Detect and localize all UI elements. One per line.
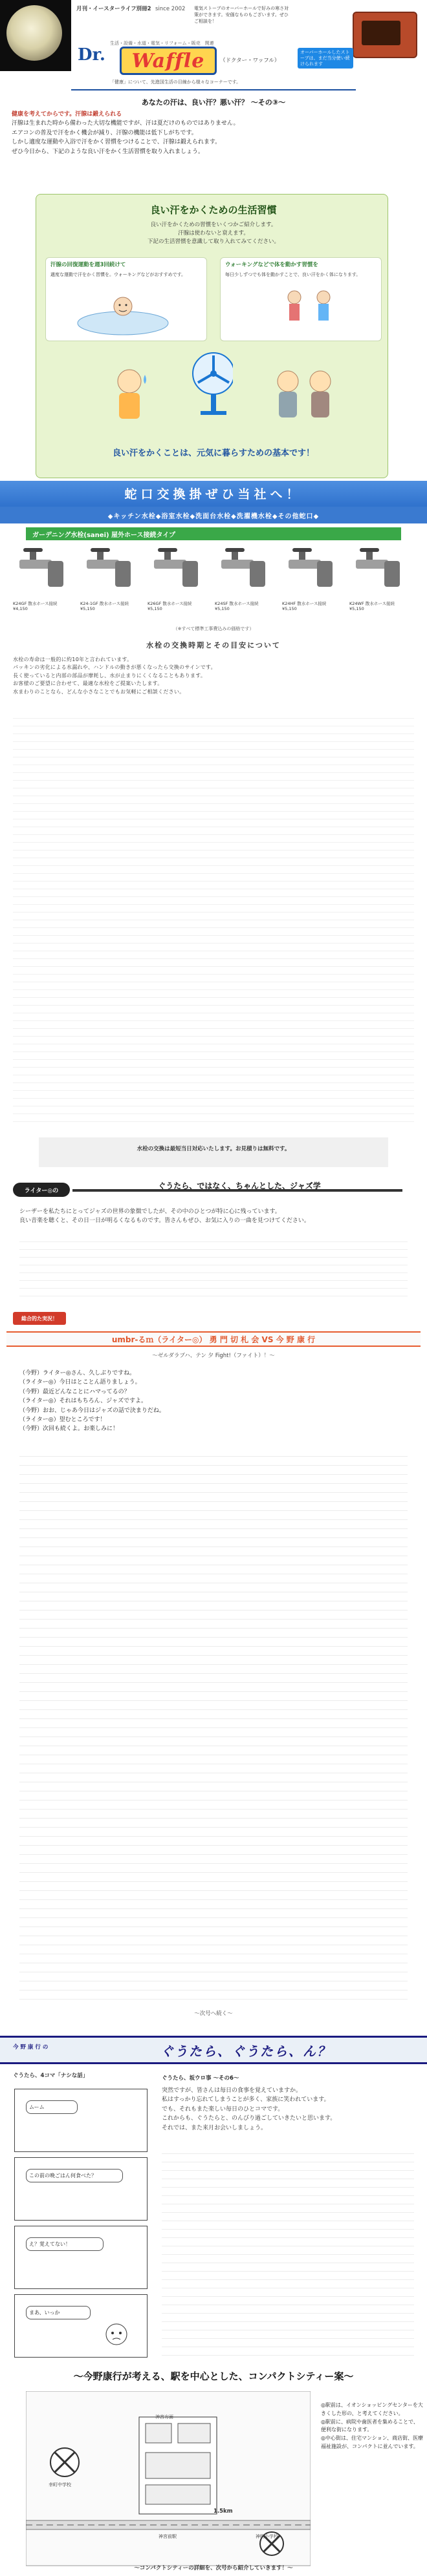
habit-title: 良い汗をかくための生活習慣: [150, 204, 277, 216]
manga-bubble-1: ムーム: [26, 2100, 78, 2114]
column-line: それでは、また来月お会いしましょう。: [162, 2124, 267, 2131]
dialogue-text-block: [19, 1448, 408, 2003]
faucet-item: [13, 547, 78, 612]
walking-people-icon: [272, 284, 349, 336]
compact-note-line: ◎中心街は、住宅マンション、商店街、医療福祉施設が、コンパクトに並んでいます。: [321, 2435, 423, 2449]
manga-bubble-2: この前の晩ごはん何食べた？: [26, 2169, 123, 2182]
faucet-name: K26GF 散水ホース接続: [148, 601, 192, 606]
faucet-price: ¥5,150: [215, 606, 230, 612]
faucet-icon: [282, 547, 340, 598]
map-label-shinmachi: 神宮方面: [155, 2414, 173, 2420]
dialogue-line: （今野）次回も続くよ。お楽しみに！: [19, 1426, 119, 1433]
dialogue-line: （ライター◎）それはもちろん、ジャズですよ。: [19, 1398, 147, 1405]
writer-line: シーザーを私たちにとってジャズの世界の象徴でしたが、その中のひとつが特に心に残っています。: [19, 1209, 281, 1215]
fan-icon: [188, 349, 233, 420]
faucet-price: ¥5,150: [80, 606, 95, 612]
faucet-name: K24GF 散水ホース接続: [13, 601, 58, 606]
map-label-station: 神宮前駅: [159, 2534, 177, 2539]
dialogue-line: （今野）最近どんなことにハマってるの？: [19, 1388, 130, 1395]
faucet-price: ¥5,150: [349, 606, 364, 612]
faucet-note: （※すべて標準工事費込みの価格です）: [173, 626, 254, 631]
round-subtitle: ～ゼルダラブハ、テン 夕 Fight!（ファイト）！～: [152, 1353, 275, 1359]
round-dialogue: [19, 1369, 408, 1434]
faucet-ticker: ◆キッチン水栓◆浴室水栓◆洗面台水栓◆洗濯機水栓◆その他蛇口◆: [107, 513, 320, 520]
faucet-body-line: 水栓の寿命は一般的に約10年と言われています。: [13, 657, 133, 662]
faucet-price: ¥5,150: [148, 606, 162, 612]
faucet-name: K24HF 散水ホース接続: [282, 601, 327, 606]
compact-note-line: ◎駅前に、病院や歯医者を集めることで、便利な街になります。: [321, 2418, 419, 2433]
moon-icon: [6, 5, 62, 61]
compact-footer: ～コンパクトシティーの詳細を、次号から紹介していきます！～: [134, 2565, 293, 2571]
dialogue-line: （今野）ライター◎さん、久しぶりですね。: [19, 1370, 136, 1377]
dialogue-line: （今野）おお、じゃあ今日はジャズの話で決まりだね。: [19, 1407, 165, 1414]
stove-window: [362, 21, 400, 45]
dialogue-line: （ライター◎）望むところです！: [19, 1416, 106, 1423]
bath-person-icon: [71, 284, 175, 336]
dialogue-line: （ライター◎）今日はとことん語りましょう。: [19, 1379, 141, 1386]
manga-title: ぐうたら、4コマ「ナシな話」: [13, 2073, 89, 2079]
column-line: これからも、ぐうたらと、のんびり過ごしていきたいと思います。: [162, 2115, 336, 2122]
compact-note: [317, 2398, 427, 2527]
faucet-item: [80, 547, 145, 612]
lead-body: [12, 110, 413, 156]
child-sweat-icon: [91, 362, 168, 427]
habit-intro-line: 汗腺は使わないと衰えます。: [178, 230, 249, 237]
manga-bubble-4: まあ、いっか: [26, 2306, 91, 2319]
faucet-body-line: 長く使っていると内部の部品が摩耗し、水が止まりにくくなることもあります。: [13, 672, 206, 679]
column-text-block: [162, 2146, 414, 2359]
tip1-body: 適度な運動で汗をかく習慣を。ウォーキングなどがおすすめです。: [50, 272, 186, 277]
konno-band-label: 今 野 康 行 の: [13, 2044, 49, 2051]
faucet-icon: [13, 547, 71, 598]
habit-intro: [52, 221, 375, 247]
tagline-top: 生活・設備・水道・電気・リフォーム・販売 関連: [110, 41, 214, 46]
habit-intro-line: 良い汗をかくための習慣をいくつかご紹介します。: [150, 222, 277, 228]
faucet-icon: [80, 547, 138, 598]
faucet-body-line: パッキンの劣化による水漏れや、ハンドルの動きが悪くなったら交換のサインです。: [13, 664, 216, 671]
column-line: 突然ですが、皆さんは毎日の食事を覚えていますか。: [162, 2087, 302, 2094]
map-label-south: 幸町中学校: [49, 2482, 71, 2487]
stove-note: 電気ストーブのオーバーホールで好みの寒さ対策ができます。安価なものもございます。ぜひご相談を！: [194, 6, 289, 25]
lead-line: 健康を考えてからです。汗腺は鍛えられる: [12, 111, 122, 118]
elderly-couple-icon: [259, 362, 349, 427]
manga-panel-3: [14, 2226, 148, 2289]
writer-text-block: [19, 1234, 408, 1299]
faucet-banner-title: 蛇口交換掛ぜひ当社へ！: [124, 487, 303, 501]
lead-line: 汗腺は生まれた時から備わった大切な機能ですが、汗は夏だけのものではありません。: [12, 120, 239, 127]
faucet-item: [282, 547, 347, 612]
compact-note-line: ◎駅前は、イオンショッピングセンターを大きくした形の、と考えてください。: [321, 2402, 423, 2416]
faucet-name: K24-1GF 散水ホース接続: [80, 601, 129, 606]
manga-panel-1: [14, 2089, 148, 2152]
manga-bubble-3: え？覚えてない！: [26, 2237, 104, 2251]
gardening-strip: ガーデニング水栓(sanei) 屋外ホース接続タイプ: [26, 527, 401, 540]
logo-dr: Dr.: [78, 45, 105, 65]
konno-column-title: ぐうたら、坂ウロ事 ～その6～: [162, 2075, 239, 2082]
faucet-icon: [148, 547, 206, 598]
konno-column-body: [162, 2086, 414, 2133]
faucet-name: K24WF 散水ホース接続: [349, 601, 395, 606]
writer-title: ぐうたら、ではなく、ちゃんとした、ジャズ学: [158, 1181, 321, 1190]
tip1-title: 汗腺の回復運動を週3回続けて: [50, 262, 126, 268]
manga-panel-2: [14, 2157, 148, 2221]
tip2-title: ウォーキングなどで体を動かす習慣を: [225, 262, 318, 268]
round-end: ～次号へ続く～: [194, 2011, 233, 2017]
since-label: since 2002: [155, 6, 186, 12]
logo-reading: （ドクター・ワッフル）: [220, 58, 280, 64]
issue-label: 月刊・イースターライフ別冊2: [76, 6, 151, 12]
manga-character-icon: [97, 2320, 136, 2356]
tip2-body: 毎日少しずつでも体を動かすことで、良い汗をかく体になります。: [225, 272, 361, 277]
column-line: 私はすっかり忘れてしまうことが多く、家族に笑われています。: [162, 2096, 330, 2104]
stove-blue-note: オーバーホールしたストーブは、まだ当分使い続けられます: [298, 48, 353, 69]
faucet-item: [148, 547, 212, 612]
faucet-item: [349, 547, 414, 612]
habit-intro-line: 下記の生活習慣を意識して取り入れてみてください。: [147, 238, 279, 246]
round-title: umbr-るｍ（ライター◎） 勇 門 切 札 会 VS 今 野 康 行: [111, 1335, 316, 1344]
writer-pill: ライター◎の: [13, 1183, 70, 1197]
faucet-icon: [349, 547, 408, 598]
faucet-row: [13, 547, 414, 624]
faucet-icon: [215, 547, 273, 598]
faucet-body-line: お客様のご要望に合わせて、最適な水栓をご提案いたします。: [13, 681, 163, 687]
faucet-item: [215, 547, 279, 612]
writer-line: 良い音楽を聴くと、その日一日が明るくなるものです。皆さんもぜひ、お気に入りの一曲を見つけてください。: [19, 1218, 310, 1225]
faucet-section-heading: 水栓の交換時期とその目安について: [146, 641, 281, 649]
faucet-article-text-block: [13, 711, 414, 1124]
logo-waffle: Waffle: [120, 47, 217, 75]
map-distance: 1.5km: [214, 2508, 233, 2515]
closing-note: 水栓の交換は最短当日対応いたします。お見積りは無料です。: [137, 1146, 290, 1152]
konno-title: ぐうたら、ぐうたら、ん？: [160, 2043, 331, 2059]
faucet-price: ¥4,150: [13, 606, 28, 612]
round-tag: 総合的た実況！: [13, 1312, 66, 1325]
header-rule: [71, 89, 356, 90]
column-line: でも、それもまた楽しい毎日のひとコマです。: [162, 2106, 284, 2113]
lead-title: あなたの汗は、良い汗？悪い汗？ ～その③～: [141, 98, 286, 107]
faucet-name: K24SF 散水ホース接続: [215, 601, 259, 606]
faucet-body-line: 水まわりのことなら、どんな小さなことでもお気軽にご相談ください。: [13, 688, 185, 695]
compact-title: ～今野康行が考える、駅を中心とした、コンパクトシティー案～: [73, 2370, 354, 2382]
map-label-school: 神明小学校: [256, 2534, 278, 2539]
tagline: 「健康」について、先進国生活の目線から様々なコーナーです。: [110, 79, 241, 85]
lead-line: しかし適度な運動や入浴で汗をかく習慣をつけることで、汗腺は鍛えられます。: [12, 139, 221, 146]
habit-conclusion: 良い汗をかくことは、元気に暮らすための基本です！: [112, 449, 314, 458]
lead-line: ぜひ今日から、下記のような良い汗をかく生活習慣を取り入れましょう。: [12, 148, 204, 155]
lead-line: エアコンの普及で汗をかく機会が減り、汗腺の機能は低下しがちです。: [12, 129, 197, 136]
writer-body: [19, 1207, 408, 1226]
faucet-price: ¥5,150: [282, 606, 297, 612]
